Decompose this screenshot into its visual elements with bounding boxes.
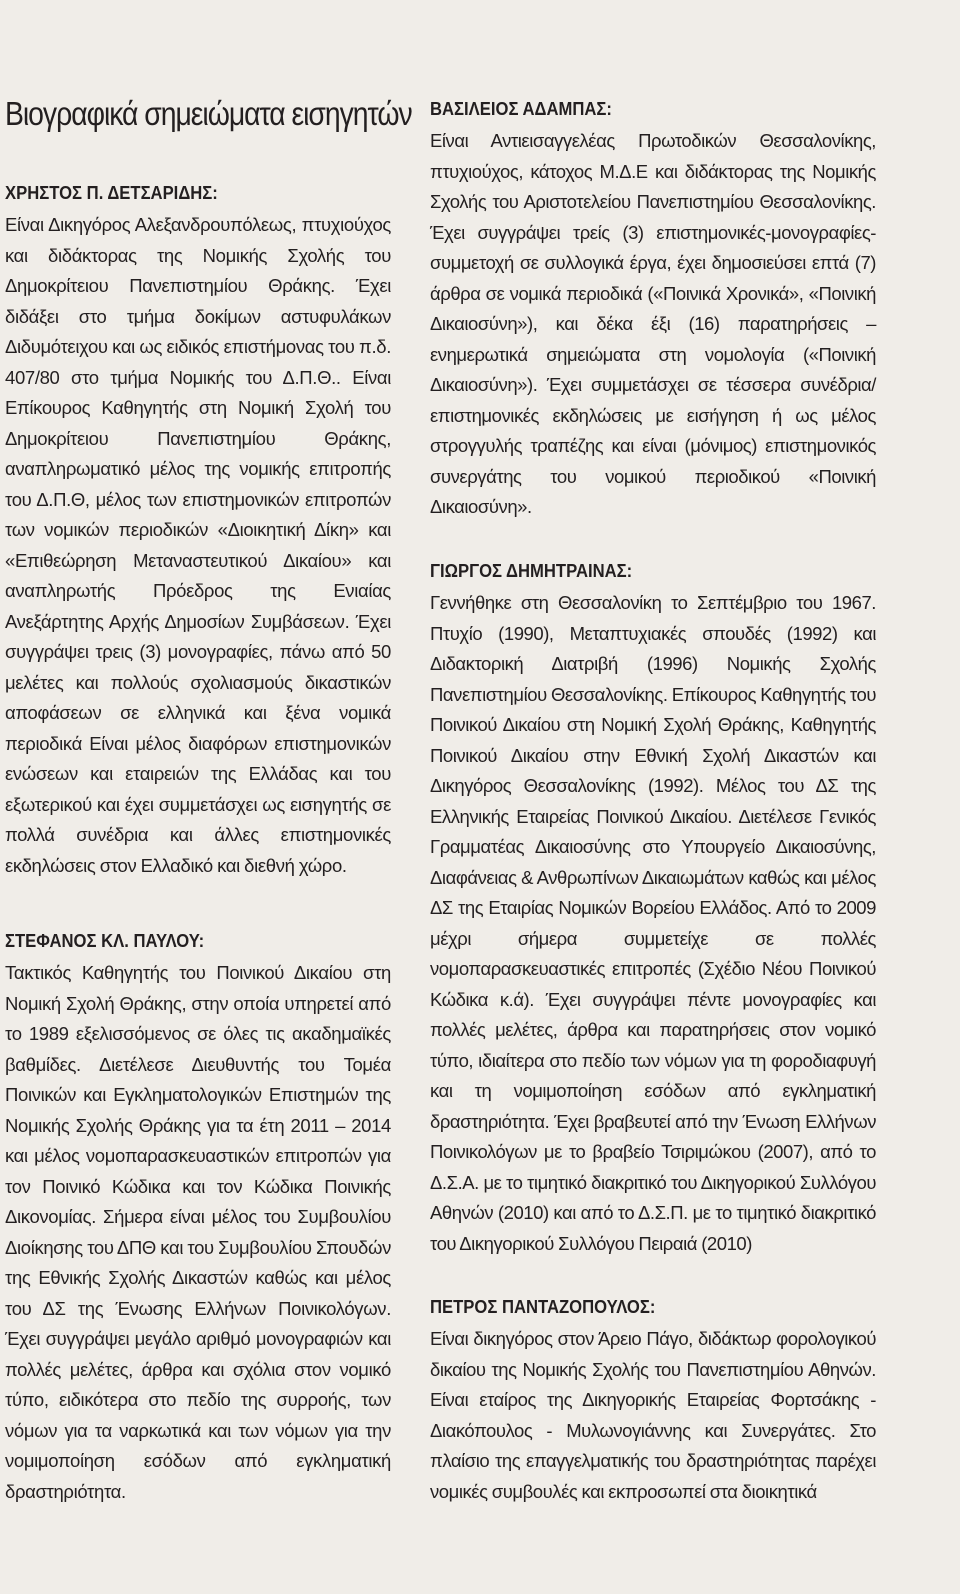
bio-name: ΓΙΩΡΓΟΣ ΔΗΜΗΤΡΑΙΝΑΣ: — [430, 560, 633, 581]
bio-name: ΠΕΤΡΟΣ ΠΑΝΤΑΖΟΠΟΥΛΟΣ: — [430, 1296, 656, 1317]
bio-detsaridis — [5, 180, 391, 881]
bio-text: Είναι Δικηγόρος Αλεξανδρουπόλεως, πτυχιούχος και διδάκτορας της Νομικής Σχολής του Δημοκρίτειου Πανεπιστημίου Θράκης. Έχει διδάξει στο τμήμα δοκίμων αστυφυλάκων Διδυμότειχου και ως ειδικός επιστήμονας του π.δ. 407/80 στο τμήμα Νομικής του Δ.Π.Θ.. Είναι Επίκουρος Καθηγητής στη Νομική Σχολή του Δημοκρίτειου Πανεπιστημίου Θράκης, αναπληρωματικό μέλος της νομικής επιτροπής του Δ.Π.Θ, μέλος των επιστημονικών επιτροπών των νομικών περιοδικών «Διοικητική Δίκη» και «Επιθεώρηση Μεταναστευτικού Δικαίου» και αναπληρωτής Πρόεδρος της Ενιαίας Ανεξάρτητης Αρχής Δημοσίων Συμβάσεων. Έχει συγγράψει τρεις (3) μονογραφίες, πάνω από 50 μελέτες και πολλούς σχολιασμούς δικαστικών αποφάσεων σε ελληνικά και ξένα νομικά περιοδικά Είναι μέλος διαφόρων επιστημονικών ενώσεων και εταιρειών της Ελλάδας και του εξωτερικού και έχει συμμετάσχει ως εισηγητής σε πολλά συνέδρια και άλλες επιστημονικές εκδηλώσεις στον Ελλαδικό και διεθνή χώρο. — [5, 214, 391, 876]
bio-pantazopoulos — [430, 1294, 876, 1507]
bio-adampas — [430, 96, 876, 523]
bio-text: Τακτικός Καθηγητής του Ποινικού Δικαίου στη Νομική Σχολή Θράκης, στην οποία υπηρετεί από το 1989 εξελισσόμενος σε όλες τις ακαδημαϊκές βαθμίδες. Διετέλεσε Διευθυντής του Τομέα Ποινικών και Εγκληματολογικών Επιστημών της Νομικής Σχολής Θράκης για τα έτη 2011 – 2014 και μέλος νομοπαρασκευαστικών επιτροπών για τον Ποινικό Κώδικα και τον Κώδικα Ποινικής Δικονομίας. Σήμερα είναι μέλος του Συμβουλίου Διοίκησης του ΔΠΘ και του Συμβουλίου Σπουδών της Εθνικής Σχολής Δικαστών καθώς και μέλος του ΔΣ της Ένωσης Ελλήνων Ποινικολόγων. Έχει συγγράψει μεγάλο αριθμό μονογραφιών και πολλές μελέτες, άρθρα και σχόλια στον νομικό τύπο, ειδικότερα στο πεδίο της συρροής, των νόμων για τα ναρκωτικά και των νόμων για την νομιμοποίηση εσόδων από εγκληματική δραστηριότητα. — [5, 962, 391, 1502]
bio-name: ΧΡΗΣΤΟΣ Π. ΔΕΤΣΑΡΙΔΗΣ: — [5, 182, 218, 203]
bio-text: Είναι δικηγόρος στον Άρειο Πάγο, διδάκτωρ φορολογικού δικαίου της Νομικής Σχολής του Πανεπιστημίου Αθηνών. Είναι εταίρος της Δικηγορικής Εταιρείας Φορτσάκης - Διακόπουλος - Μυλωνογιάννης και Συνεργάτες. Στο πλαίσιο της επαγγελματικής του δραστηριότητας παρέχει νομικές συμβουλές και εκπροσωπεί στα διοικητικά — [430, 1328, 876, 1502]
bio-name: ΒΑΣΙΛΕΙΟΣ ΑΔΑΜΠΑΣ: — [430, 98, 612, 119]
page-title: Βιογραφικά σημειώματα εισηγητών — [5, 95, 412, 132]
bio-text: Είναι Αντιεισαγγελέας Πρωτοδικών Θεσσαλονίκης, πτυχιούχος, κάτοχος Μ.Δ.Ε και διδάκτορας της Νομικής Σχολής του Αριστοτελείου Πανεπιστημίου Θεσσαλονίκης. Έχει συγγράψει τρείς (3) επιστημονικές-μονογραφίες-συμμετοχή σε συλλογικά έργα, έχει δημοσιεύσει επτά (7) άρθρα σε νομικά περιοδικά («Ποινικά Χρονικά», «Ποινική Δικαιοσύνη»), και δέκα έξι (16) παρατηρήσεις – ενημερωτικά σημειώματα στη νομολογία («Ποινική Δικαιοσύνη»). Έχει συμμετάσχει σε τέσσερα συνέδρια/επιστημονικές εκδηλώσεις με εισήγηση ή ως μέλος στρογγυλής τραπέζης και είναι (μόνιμος) επιστημονικός συνεργάτης του νομικού περιοδικού «Ποινική Δικαιοσύνη». — [430, 130, 876, 517]
bio-text: Γεννήθηκε στη Θεσσαλονίκη το Σεπτέμβριο του 1967. Πτυχίο (1990), Μεταπτυχιακές σπουδές (1992) και Διδακτορική Διατριβή (1996) Νομικής Σχολής Πανεπιστημίου Θεσσαλονίκης. Επίκουρος Καθηγητής του Ποινικού Δικαίου στη Νομική Σχολή Θράκης, Καθηγητής Ποινικού Δικαίου στην Εθνική Σχολή Δικαστών και Δικηγόρος Θεσσαλονίκης (1992). Μέλος του ΔΣ της Ελληνικής Εταιρείας Ποινικού Δικαίου. Διετέλεσε Γενικός Γραμματέας Δικαιοσύνης στο Υπουργείο Δικαιοσύνης, Διαφάνειας & Ανθρωπίνων Δικαιωμάτων καθώς και μέλος ΔΣ της Εταιρίας Νομικών Βορείου Ελλάδος. Από το 2009 μέχρι σήμερα συμμετείχε σε πολλές νομοπαρασκευαστικές επιτροπές (Σχέδιο Νέου Ποινικού Κώδικα κ.ά). Έχει συγγράψει πέντε μονογραφίες και πολλές μελέτες, άρθρα και παρατηρήσεις στον νομικό τύπο, ιδιαίτερα στο πεδίο των νόμων για τη φοροδιαφυγή και τη νομιμοποίηση εσόδων από εγκληματική δραστηριότητα. Έχει βραβευτεί από την Ένωση Ελλήνων Ποινικολόγων με το βραβείο Τσιριμώκου (2007), από το Δ.Σ.Α. με το τιμητικό διακριτικό του Δικηγορικού Συλλόγου Αθηνών (2010) και από το Δ.Σ.Π. με το τιμητικό διακριτικό του Δικηγορικού Συλλόγου Πειραιά (2010) — [430, 592, 876, 1254]
bio-pavlou — [5, 928, 391, 1507]
bio-dimitrainas — [430, 558, 876, 1259]
bio-name: ΣΤΕΦΑΝΟΣ ΚΛ. ΠΑΥΛΟΥ: — [5, 930, 205, 951]
